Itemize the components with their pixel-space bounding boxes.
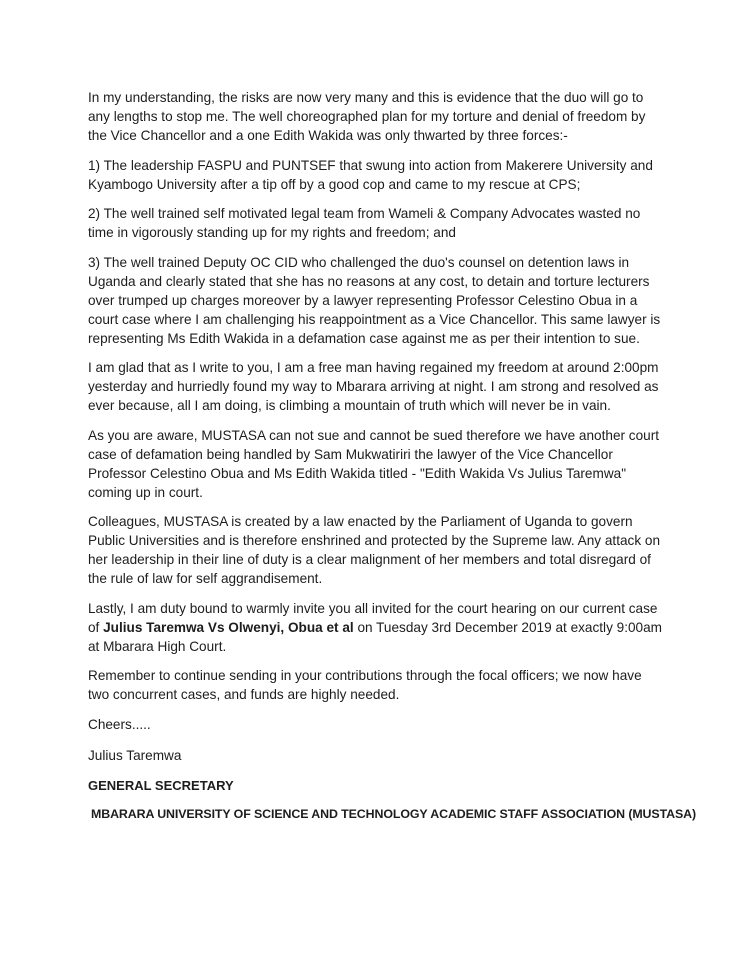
paragraph-defamation-case: As you are aware, MUSTASA can not sue and cannot be sued therefore we have another court case of defamation being handled by Sam Mukwatiriri the lawyer of the Vice Chancellor Professor Celestino Obua and Ms Edith Wakida titled - "Edith Wakida Vs Julius Taremwa" coming up in court. (88, 427, 660, 500)
letter-body (88, 88, 697, 824)
closing: Cheers..... (88, 716, 151, 732)
invitation-text-start: Lastly, I am duty bound to warmly invite you all invited for the court hearing on our current case of (88, 600, 658, 635)
signatory-position: GENERAL SECRETARY (88, 777, 234, 793)
paragraph-mustasa-law: Colleagues, MUSTASA is created by a law enacted by the Parliament of Uganda to govern Public Universities and is therefore enshrined and protected by the Supreme law. Any attack on her leadership in their line of duty is a clear malignment of her members and total disregard of the rule of law for self aggrandisement. (88, 514, 661, 586)
paragraph-force-1: 1) The leadership FASPU and PUNTSEF that swung into action from Makerere University and Kyambogo University after a tip off by a good cop and came to my rescue at CPS; (88, 157, 653, 192)
paragraph-freedom: I am glad that as I write to you, I am a free man having regained my freedom at around 2:00pm yesterday and hurriedly found my way to Mbarara arriving at night. I am strong and resolved as ever because, all I am doing, is climbing a mountain of truth which will never be in vain. (88, 360, 659, 413)
paragraph-contributions: Remember to continue sending in your contributions through the focal officers; we now have two concurrent cases, and funds are highly needed. (88, 668, 642, 702)
paragraph-invitation (88, 599, 664, 656)
invitation-text-end: on Tuesday 3rd December 2019 at exactly 9:00am at Mbarara High Court. (88, 619, 662, 654)
organization-name: MBARARA UNIVERSITY OF SCIENCE AND TECHNOLOGY ACADEMIC STAFF ASSOCIATION (MUSTASA) (91, 806, 697, 821)
paragraph-force-2: 2) The well trained self motivated legal team from Wameli & Company Advocates wasted no time in vigorously standing up for my rights and freedom; and (88, 206, 641, 240)
signatory-name: Julius Taremwa (88, 747, 182, 763)
paragraph-risks: In my understanding, the risks are now very many and this is evidence that the duo will go to any lengths to stop me. The well choreographed plan for my torture and denial of freedom by the Vice Chancellor and a one Edith Wakida was only thwarted by three forces:- (88, 90, 646, 143)
paragraph-force-3: 3) The well trained Deputy OC CID who challenged the duo's counsel on detention laws in Uganda and clearly stated that she has no reasons at any cost, to detain and torture lecturers over trumped up charges moreover by a lawyer representing Professor Celestino Obua in a court case where I am challenging his reappointment as a Vice Chancellor. This same lawyer is representing Ms Edith Wakida in a defamation case against me as per their intention to sue. (88, 254, 661, 346)
case-title: Julius Taremwa Vs Olwenyi, Obua et al (103, 619, 354, 635)
